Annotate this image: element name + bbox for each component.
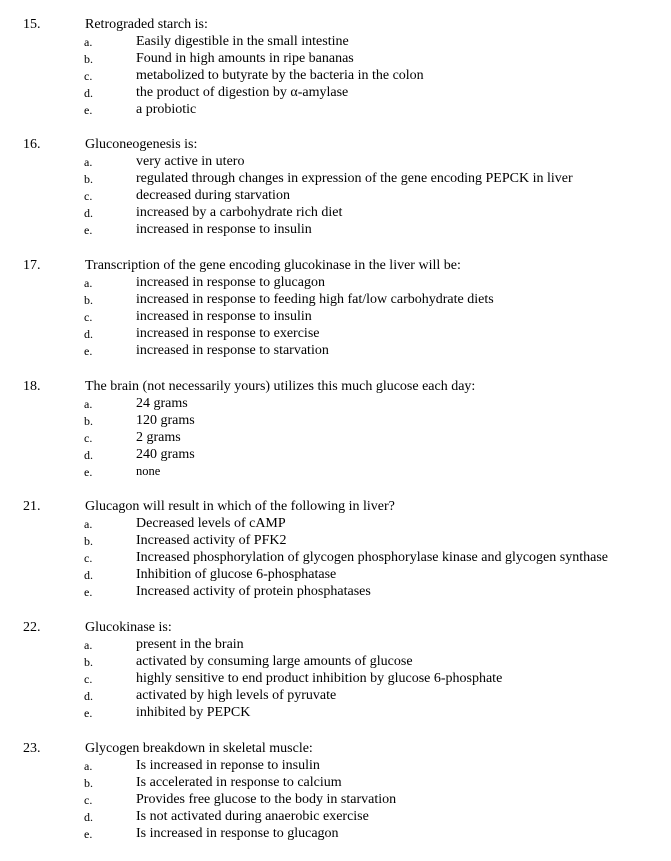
option-letter: a.	[84, 759, 93, 773]
option-letter: d.	[84, 206, 93, 220]
question-number: 22.	[23, 620, 41, 635]
option-letter: d.	[84, 86, 93, 100]
option-text: activated by consuming large amounts of glucose	[136, 654, 413, 669]
option-text: very active in utero	[136, 154, 245, 169]
option-b	[0, 170, 671, 187]
option-letter: e.	[84, 706, 93, 720]
option-a	[0, 395, 671, 412]
option-text: inhibited by PEPCK	[136, 705, 251, 720]
option-letter: b.	[84, 655, 93, 669]
option-letter: a.	[84, 397, 93, 411]
option-text: Increased activity of protein phosphatases	[136, 584, 371, 599]
option-text: increased in response to insulin	[136, 222, 312, 237]
option-text: the product of digestion by α-amylase	[136, 85, 349, 100]
option-text: Easily digestible in the small intestine	[136, 34, 349, 49]
question-number: 16.	[23, 137, 41, 152]
option-letter: e.	[84, 585, 93, 599]
question-number: 18.	[23, 379, 41, 394]
option-a	[0, 153, 671, 170]
option-text: activated by high levels of pyruvate	[136, 688, 337, 703]
question-stem: Retrograded starch is:	[85, 17, 208, 32]
option-b	[0, 653, 671, 670]
option-letter: d.	[84, 810, 93, 824]
option-d	[0, 84, 671, 101]
option-text: 2 grams	[136, 430, 181, 445]
option-letter: e.	[84, 223, 93, 237]
option-letter: b.	[84, 776, 93, 790]
option-text: increased by a carbohydrate rich diet	[136, 205, 343, 220]
option-letter: c.	[84, 551, 93, 565]
option-text: Is not activated during anaerobic exercise	[136, 809, 369, 824]
option-text: highly sensitive to end product inhibition by glucose 6-phosphate	[136, 671, 503, 686]
question-number: 17.	[23, 258, 41, 273]
option-b	[0, 532, 671, 549]
option-letter: d.	[84, 568, 93, 582]
question-stem: Transcription of the gene encoding glucokinase in the liver will be:	[85, 258, 461, 273]
question-number: 15.	[23, 17, 41, 32]
option-letter: c.	[84, 431, 93, 445]
option-text: present in the brain	[136, 637, 244, 652]
option-b	[0, 50, 671, 67]
option-text: metabolized to butyrate by the bacteria in the colon	[136, 68, 424, 83]
option-a	[0, 515, 671, 532]
option-text: increased in response to feeding high fat/low carbohydrate diets	[136, 292, 494, 307]
option-letter: b.	[84, 414, 93, 428]
option-text: increased in response to exercise	[136, 326, 320, 341]
question-number: 23.	[23, 741, 41, 756]
option-letter: c.	[84, 310, 93, 324]
option-text: Is increased in response to glucagon	[136, 826, 339, 841]
option-e	[0, 101, 671, 118]
option-c	[0, 308, 671, 325]
question-stem: Glycogen breakdown in skeletal muscle:	[85, 741, 313, 756]
question-stem: The brain (not necessarily yours) utilizes this much glucose each day:	[85, 379, 476, 394]
option-letter: c.	[84, 69, 93, 83]
question-stem: Glucokinase is:	[85, 620, 172, 635]
option-letter: c.	[84, 189, 93, 203]
option-letter: b.	[84, 172, 93, 186]
option-c	[0, 791, 671, 808]
option-text: 24 grams	[136, 396, 188, 411]
option-text: a probiotic	[136, 102, 197, 117]
option-e	[0, 704, 671, 721]
question-stem: Gluconeogenesis is:	[85, 137, 198, 152]
option-letter: b.	[84, 534, 93, 548]
option-c	[0, 549, 671, 566]
option-d	[0, 446, 671, 463]
option-letter: e.	[84, 344, 93, 358]
option-text: Is increased in reponse to insulin	[136, 758, 320, 773]
option-letter: a.	[84, 638, 93, 652]
option-c	[0, 67, 671, 84]
option-letter: c.	[84, 672, 93, 686]
option-text: decreased during starvation	[136, 188, 290, 203]
option-e	[0, 583, 671, 600]
option-letter: b.	[84, 293, 93, 307]
option-letter: d.	[84, 327, 93, 341]
option-letter: e.	[84, 103, 93, 117]
option-text: Is accelerated in response to calcium	[136, 775, 342, 790]
option-d	[0, 687, 671, 704]
option-text: 120 grams	[136, 413, 195, 428]
option-e	[0, 825, 671, 842]
option-d	[0, 808, 671, 825]
option-letter: e.	[84, 827, 93, 841]
option-d	[0, 204, 671, 221]
question-number: 21.	[23, 499, 41, 514]
option-e	[0, 221, 671, 238]
option-b	[0, 412, 671, 429]
option-e	[0, 463, 671, 480]
option-text: increased in response to glucagon	[136, 275, 325, 290]
option-text: Found in high amounts in ripe bananas	[136, 51, 354, 66]
option-text: Increased phosphorylation of glycogen phosphorylase kinase and glycogen synthase	[136, 550, 608, 565]
option-letter: d.	[84, 689, 93, 703]
option-a	[0, 274, 671, 291]
option-text: 240 grams	[136, 447, 195, 462]
option-a	[0, 757, 671, 774]
option-e	[0, 342, 671, 359]
option-text: Increased activity of PFK2	[136, 533, 287, 548]
option-letter: b.	[84, 52, 93, 66]
option-text: none	[136, 464, 161, 478]
option-letter: e.	[84, 465, 93, 479]
option-text: regulated through changes in expression of the gene encoding PEPCK in liver	[136, 171, 573, 186]
option-text: Decreased levels of cAMP	[136, 516, 286, 531]
option-letter: c.	[84, 793, 93, 807]
option-text: increased in response to starvation	[136, 343, 329, 358]
option-d	[0, 566, 671, 583]
question-stem: Glucagon will result in which of the following in liver?	[85, 499, 395, 514]
option-c	[0, 187, 671, 204]
option-letter: a.	[84, 276, 93, 290]
option-b	[0, 774, 671, 791]
option-c	[0, 429, 671, 446]
option-c	[0, 670, 671, 687]
option-text: Provides free glucose to the body in starvation	[136, 792, 397, 807]
option-letter: a.	[84, 35, 93, 49]
option-a	[0, 636, 671, 653]
option-letter: a.	[84, 517, 93, 531]
option-text: increased in response to insulin	[136, 309, 312, 324]
option-letter: a.	[84, 155, 93, 169]
option-letter: d.	[84, 448, 93, 462]
option-d	[0, 325, 671, 342]
option-text: Inhibition of glucose 6-phosphatase	[136, 567, 337, 582]
option-b	[0, 291, 671, 308]
option-a	[0, 33, 671, 50]
